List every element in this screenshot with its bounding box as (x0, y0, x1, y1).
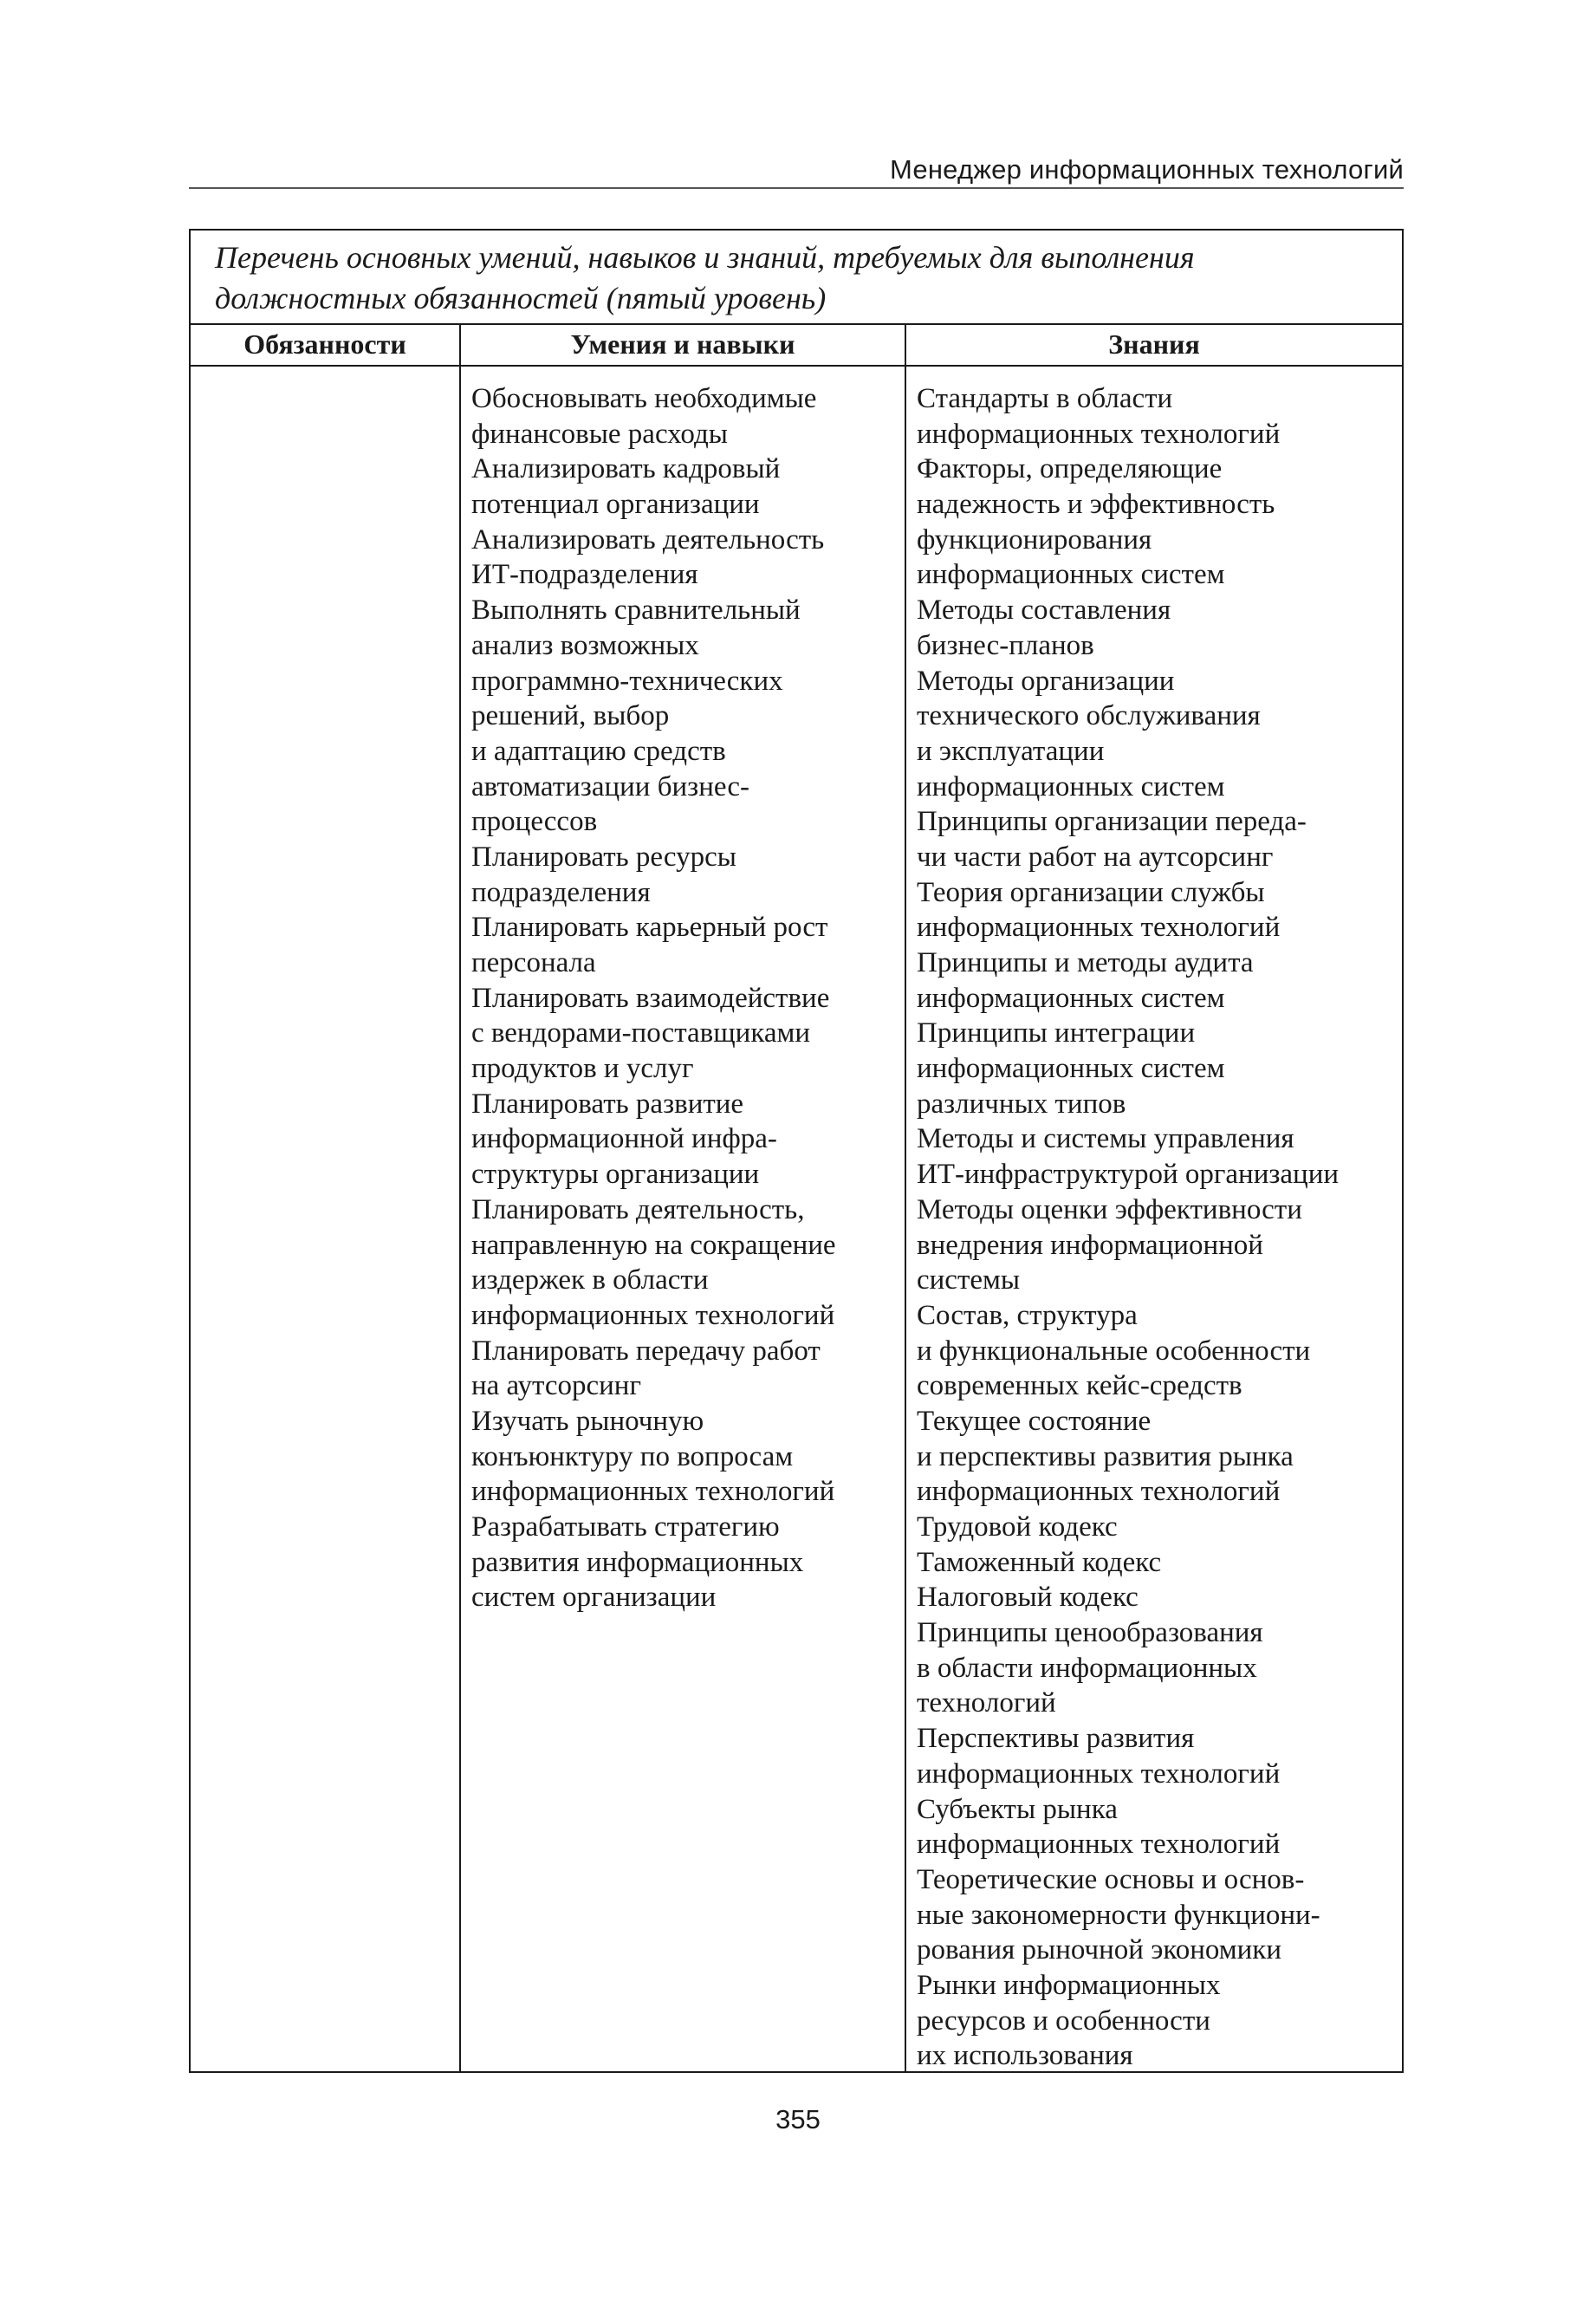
skills-line: финансовые расходы (471, 418, 728, 450)
knowledge-line: в области информационных (917, 1652, 1257, 1684)
knowledge-line: информационных систем (917, 982, 1225, 1014)
knowledge-line: Теория организации службы (917, 876, 1265, 908)
skills-line: направленную на сокращение (471, 1229, 836, 1261)
table-caption (191, 231, 1402, 325)
knowledge-line: информационных технологий (917, 912, 1281, 944)
knowledge-line: Налоговый кодекс (917, 1582, 1139, 1614)
skills-line: Анализировать кадровый (471, 453, 781, 485)
column-divider (459, 323, 461, 2071)
knowledge-line: ресурсов и особенности (917, 2004, 1210, 2037)
skills-line: Планировать карьерный рост (471, 912, 828, 944)
knowledge-line: Принципы ценообразования (917, 1617, 1263, 1649)
skills-line: Планировать деятельность, (471, 1193, 805, 1225)
knowledge-line: функционирования (917, 523, 1152, 556)
skills-line: решений, выбор (471, 700, 670, 732)
knowledge-line: рования рыночной экономики (917, 1934, 1281, 1966)
running-header: Менеджер информационных технологий (189, 153, 1404, 189)
skills-line: информационных технологий (471, 1299, 835, 1331)
knowledge-line: технологий (917, 1687, 1056, 1719)
knowledge-line: чи части работ на аутсорсинг (917, 841, 1274, 873)
knowledge-line: системы (917, 1264, 1021, 1296)
skills-line: персонала (471, 947, 596, 978)
column-header-skills: Умения и навыки (570, 328, 795, 360)
skills-line: Разрабатывать стратегию (471, 1511, 780, 1543)
skills-line: издержек в области (471, 1264, 709, 1296)
skills-line: Обосновывать необходимые (471, 383, 817, 414)
knowledge-line: Принципы организации переда- (917, 806, 1307, 838)
knowledge-column (917, 381, 1339, 2074)
knowledge-line: информационных технологий (917, 1757, 1281, 1790)
knowledge-line: Принципы интеграции (917, 1017, 1196, 1049)
skills-line: Выполнять сравнительный (471, 594, 801, 627)
column-divider (905, 323, 906, 2071)
skills-line: Планировать передачу работ (471, 1335, 821, 1367)
skills-line: программно-технических (471, 665, 783, 697)
knowledge-line: надежность и эффективность (917, 489, 1275, 521)
skills-line: потенциал организации (471, 489, 760, 521)
knowledge-line: информационных систем (917, 770, 1225, 802)
knowledge-line: ИТ-инфраструктурой организации (917, 1159, 1340, 1191)
knowledge-line: Методы оценки эффективности (917, 1193, 1302, 1225)
table-caption-line: Перечень основных умений, навыков и знаний, требуемых для выполнения (215, 240, 1195, 275)
knowledge-line: ные закономерности функциони- (917, 1899, 1320, 1931)
skills-column (471, 381, 836, 1615)
knowledge-line: бизнес-планов (917, 629, 1094, 661)
knowledge-line: и эксплуатации (917, 735, 1105, 767)
skills-line: Планировать взаимодействие (471, 982, 830, 1014)
column-header-duties: Обязанности (243, 328, 406, 360)
skills-line: Изучать рыночную (471, 1405, 704, 1437)
table-caption-line: должностных обязанностей (пятый уровень) (215, 281, 827, 315)
skills-line: на аутсорсинг (471, 1370, 642, 1402)
skills-line: подразделения (471, 876, 651, 908)
knowledge-line: Трудовой кодекс (917, 1511, 1118, 1543)
knowledge-line: Факторы, определяющие (917, 453, 1223, 485)
knowledge-line: различных типов (917, 1088, 1126, 1120)
skills-line: Планировать ресурсы (471, 841, 736, 873)
knowledge-line: информационных систем (917, 559, 1225, 591)
skills-line: развития информационных (471, 1546, 804, 1578)
knowledge-line: Перспективы развития (917, 1723, 1195, 1755)
knowledge-line: Методы и системы управления (917, 1123, 1294, 1155)
knowledge-line: Субъекты рынка (917, 1793, 1118, 1825)
skills-line: автоматизации бизнес- (471, 770, 749, 802)
knowledge-line: информационных технологий (917, 1829, 1281, 1861)
skills-line: систем организации (471, 1582, 717, 1614)
skills-line: анализ возможных (471, 629, 699, 661)
knowledge-line: Таможенный кодекс (917, 1546, 1162, 1578)
skills-line: информационных технологий (471, 1476, 835, 1508)
knowledge-line: Методы составления (917, 594, 1171, 627)
knowledge-line: информационных технологий (917, 418, 1281, 450)
skills-line: Планировать развитие (471, 1088, 744, 1120)
page-number: 355 (775, 2104, 821, 2134)
knowledge-line: Стандарты в области (917, 383, 1173, 414)
skills-line: информационной инфра- (471, 1123, 777, 1155)
skills-line: конъюнктуру по вопросам (471, 1440, 794, 1472)
knowledge-line: Текущее состояние (917, 1405, 1152, 1437)
knowledge-line: Принципы и методы аудита (917, 947, 1254, 978)
knowledge-line: и функциональные особенности (917, 1335, 1311, 1367)
knowledge-line: Состав, структура (917, 1299, 1138, 1331)
skills-line: продуктов и услуг (471, 1053, 694, 1085)
skills-line: Анализировать деятельность (471, 523, 825, 556)
knowledge-line: информационных технологий (917, 1476, 1281, 1508)
skills-line: структуры организации (471, 1159, 760, 1191)
knowledge-line: Рынки информационных (917, 1969, 1221, 2001)
knowledge-line: Теоретические основы и основ- (917, 1863, 1305, 1895)
knowledge-line: внедрения информационной (917, 1229, 1263, 1261)
skills-line: ИТ-подразделения (471, 559, 698, 591)
knowledge-line: технического обслуживания (917, 700, 1261, 732)
knowledge-line: современных кейс-средств (917, 1370, 1242, 1402)
competency-table (189, 229, 1404, 2073)
skills-line: процессов (471, 806, 598, 838)
skills-line: с вендорами-поставщиками (471, 1017, 811, 1049)
column-header-knowledge: Знания (1108, 328, 1200, 360)
knowledge-line: их использования (917, 2040, 1133, 2072)
skills-line: и адаптацию средств (471, 735, 726, 767)
table-header-row (191, 323, 1402, 367)
knowledge-line: информационных систем (917, 1053, 1225, 1085)
knowledge-line: и перспективы развития рынка (917, 1440, 1294, 1472)
knowledge-line: Методы организации (917, 665, 1175, 697)
